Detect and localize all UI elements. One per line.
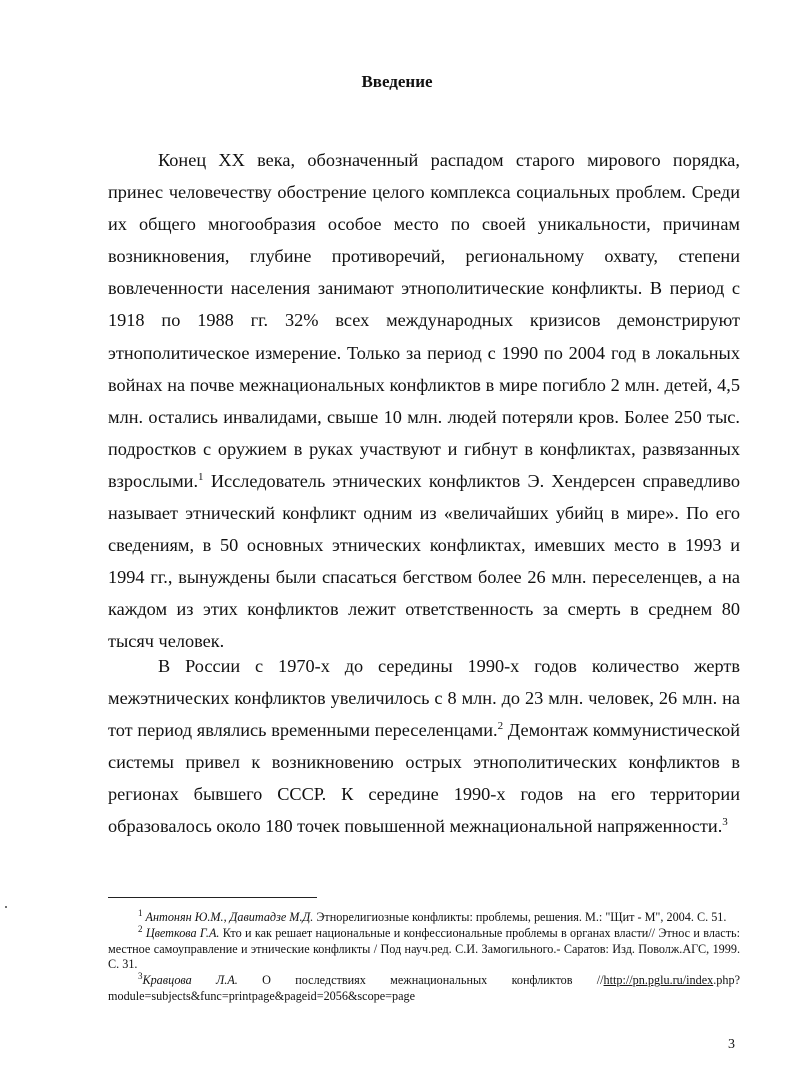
footnote-marker: 1 (138, 908, 143, 918)
footnote-ref: 1 (198, 470, 204, 483)
footnote-authors: Кравцова Л.А. (142, 973, 238, 988)
footnote-authors: Цветкова Г.А. (145, 925, 220, 940)
paragraph-text: Конец XX века, обозначенный распадом старого мирового порядка, принес человечеству обострение целого комплекса социальных проблем. Среди их общего многообразия особое место по своей уникальности, причинам возникновения, глубине противоречий, региональному охвату, степени вовлеченности населения занимают этнополитические конфликты. В период с 1918 по 1988 гг. 32% всех международных кризисов демонстрируют этнополитическое измерение. Только за период с 1990 по 2004 год в локальных войнах на почве межнациональных конфликтов в мире погибло 2 млн. детей, 4,5 млн. остались инвалидами, свыше 10 млн. людей потеряли кров. Более 250 тыс. подростков с оружием в руках участвуют и гибнут в конфликтах, развязанных взрослыми. (108, 150, 740, 491)
page-title: Введение (361, 72, 433, 91)
footnote-marker: 3 (138, 971, 143, 982)
footnote-text: Этнорелигиозные конфликты: проблемы, решения. М.: "Щит - М", 2004. С. 51. (313, 910, 727, 924)
paragraph-text: Демонтаж коммунистической системы привел к возникновению острых этнополитических конфликтов в регионах бывшего СССР. К середине 1990-х годов на его территории образовалось около 180 точек повышенной межнациональной напряженности. (108, 720, 740, 837)
footnotes (108, 910, 740, 1005)
footnote-link[interactable]: http://pn.pglu.ru/index (603, 973, 714, 988)
footnote (108, 973, 740, 1005)
footnote-text: О последствиях межнациональных конфликтов // (237, 973, 604, 988)
footnote (108, 910, 740, 926)
paragraph-text: Исследователь этнических конфликтов Э. Хендерсен справедливо называет этнический конфликт одним из «величайших убийц в мире». По его сведениям, в 50 основных этнических конфликтах, имевших место в 1993 и 1994 гг., вынуждены были спасаться бегством более 26 млн. переселенцев, а на каждом из этих конфликтов лежит ответственность за смерть в среднем 80 тысяч человек. (108, 470, 740, 652)
footnote-ref: 3 (722, 816, 728, 829)
page-number: 3 (728, 1037, 735, 1052)
footnote-text: Кто и как решает национальные и конфессиональные проблемы в органах власти// Этнос и власть: местное самоуправление и этнические конфликты / Под науч.ред. С.И. Замогильного.- Саратов: Изд. Поволж.АГС, 1999. С. 31. (108, 925, 740, 972)
body-paragraph (108, 144, 740, 658)
body-paragraph (108, 650, 740, 843)
scan-speck (5, 906, 7, 908)
footnote-authors: Антонян Ю.М., Давитадзе М.Д. (145, 910, 314, 924)
footnote (108, 923, 740, 973)
paragraph-text: В России с 1970-х до середины 1990-х годов количество жертв межэтнических конфликтов увеличилось с 8 млн. до 23 млн. человек, 26 млн. на тот период являлись временными переселенцами. (108, 656, 740, 741)
footnote-ref: 2 (497, 720, 504, 733)
footnote-link-tail: .php?module=subjects&func=printpage&pageid=2056&scope=page (108, 973, 740, 1003)
footnote-separator (108, 897, 317, 898)
footnote-marker: 2 (138, 923, 143, 934)
